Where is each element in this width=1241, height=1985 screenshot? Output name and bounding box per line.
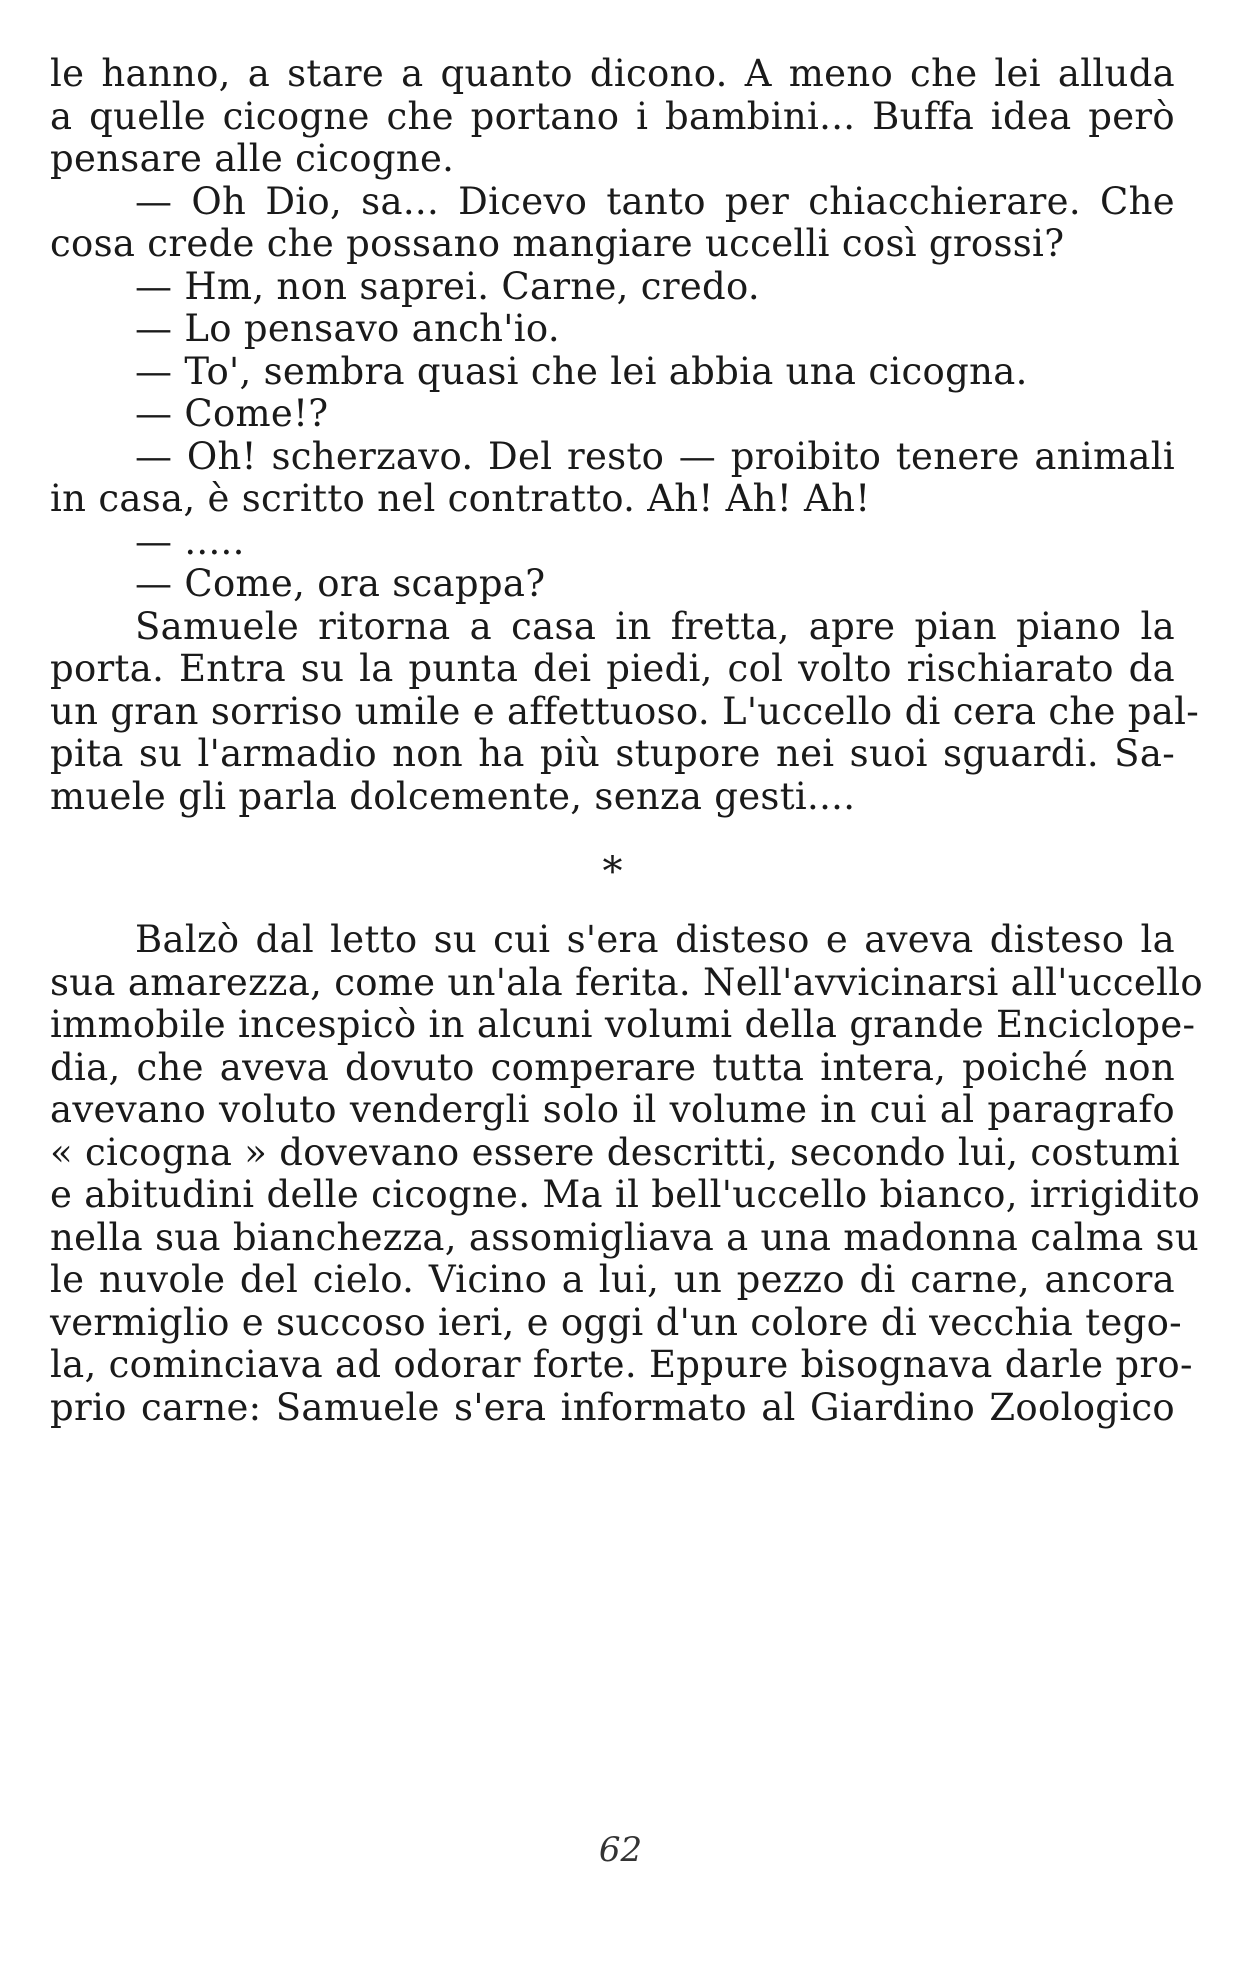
text-line: pensare alle cicogne. (50, 137, 455, 180)
text-line: nella sua bianchezza, assomigliava a una madonna calma su (50, 1215, 1199, 1259)
text-line: e abitudini delle cicogne. Ma il bell'uccello bianco, irrigidito (50, 1173, 1201, 1216)
text-line: immobile incespicò in alcuni volumi della grande Enciclope- (50, 1003, 1196, 1046)
text-line: in casa, è scritto nel contratto. Ah! Ah! Ah! (50, 477, 871, 520)
text-line: — Come, ora scappa? (135, 562, 546, 605)
text-line: — ..... (135, 519, 245, 563)
text-line: pita su l'armadio non ha più stupore nei suoi sguardi. Sa- (50, 732, 1175, 775)
text-line: sua amarezza, come un'ala ferita. Nell'avvicinarsi all'uccello (50, 960, 1203, 1004)
text-line: — Come!? (135, 392, 329, 435)
section-separator: * (602, 849, 623, 895)
text-line: dia, che aveva dovuto comperare tutta intera, poiché non (50, 1045, 1175, 1089)
text-line: Samuele ritorna a casa in fretta, apre pian piano la (135, 604, 1175, 648)
text-line: porta. Entra su la punta dei piedi, col volto rischiarato da (50, 647, 1175, 690)
text-line: — Oh Dio, sa... Dicevo tanto per chiacchierare. Che (135, 179, 1175, 223)
text-line: « cicogna » dovevano essere descritti, secondo lui, costumi (50, 1130, 1181, 1174)
text-line: Balzò dal letto su cui s'era disteso e aveva disteso la (135, 918, 1175, 961)
text-line: a quelle cicogne che portano i bambini... Buffa idea però (50, 94, 1175, 138)
text-line: vermiglio e succoso ieri, e oggi d'un colore di vecchia tego- (50, 1300, 1182, 1344)
text-line: avevano voluto vendergli solo il volume in cui al paragrafo (50, 1088, 1175, 1131)
text-line: — To', sembra quasi che lei abbia una cicogna. (135, 349, 1028, 393)
text-line: un gran sorriso umile e affettuoso. L'uccello di cera che pal- (50, 689, 1200, 733)
text-line: la, cominciava ad odorar forte. Eppure bisognava darle pro- (50, 1343, 1193, 1386)
text-line: — Oh! scherzavo. Del resto — proibito tenere animali (135, 434, 1175, 478)
text-line: le hanno, a stare a quanto dicono. A meno che lei alluda (50, 52, 1175, 95)
text-line: prio carne: Samuele s'era informato al Giardino Zoologico (50, 1385, 1175, 1429)
page-number: 62 (598, 1830, 643, 1870)
text-line: muele gli parla dolcemente, senza gesti.... (50, 774, 856, 818)
text-line: le nuvole del cielo. Vicino a lui, un pezzo di carne, ancora (50, 1258, 1175, 1301)
text-line: — Hm, non saprei. Carne, credo. (135, 264, 760, 308)
text-line: cosa crede che possano mangiare uccelli così grossi? (50, 222, 1065, 265)
text-line: — Lo pensavo anch'io. (135, 307, 560, 350)
